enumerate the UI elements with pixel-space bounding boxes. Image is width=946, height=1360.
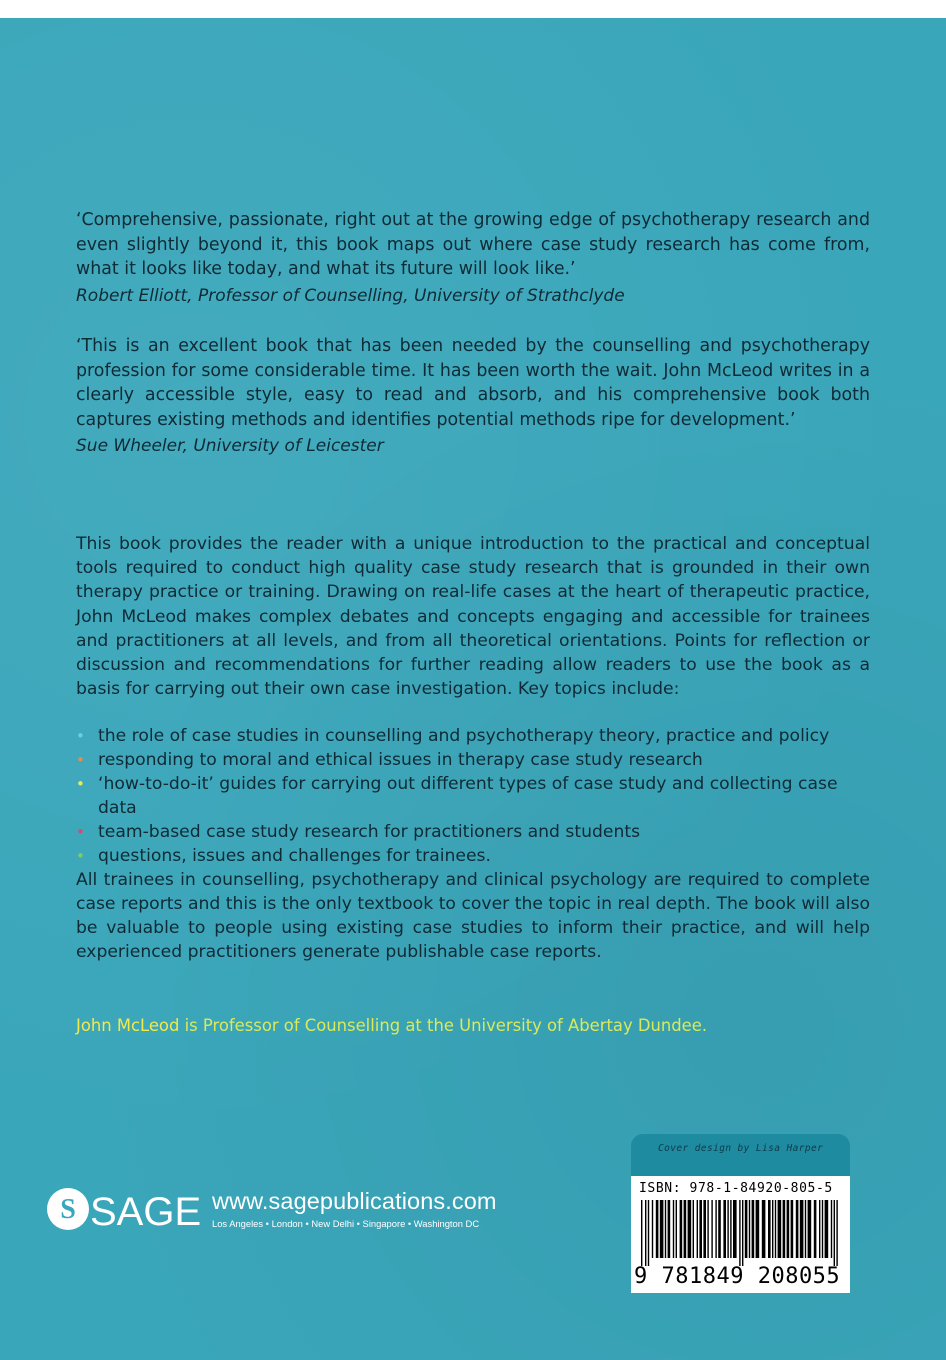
quote-text: ‘Comprehensive, passionate, right out at the growing edge of psychotherapy research and even slightly beyond it, this book maps out where case study research has come from, what it looks like today, and what its future will look like.’ bbox=[76, 210, 870, 279]
isbn-label: ISBN: 978-1-84920-805-5 bbox=[639, 1181, 833, 1196]
publisher-url[interactable]: www.sagepublications.com bbox=[212, 1188, 497, 1214]
topic-text: responding to moral and ethical issues in therapy case study research bbox=[98, 750, 703, 770]
barcode-bar bbox=[715, 1200, 716, 1258]
barcode-bar bbox=[742, 1200, 743, 1266]
barcode-digits: 9 781849 208055 bbox=[634, 1264, 841, 1289]
barcode-bar bbox=[648, 1200, 649, 1266]
topic-text: ‘how-to-do-it’ guides for carrying out different types of case study and collecting case data bbox=[98, 774, 838, 818]
barcode-bar bbox=[762, 1200, 766, 1258]
bullet-icon: • bbox=[76, 727, 85, 745]
barcode-bar bbox=[660, 1200, 664, 1258]
endorsement-quote-2 bbox=[76, 334, 870, 459]
publisher-cities: Los Angeles • London • New Delhi • Singapore • Washington DC bbox=[212, 1218, 480, 1229]
barcode-bar bbox=[791, 1200, 794, 1258]
barcode-bar bbox=[783, 1200, 786, 1258]
barcode-bar bbox=[834, 1200, 835, 1266]
svg-text:S: S bbox=[60, 1194, 76, 1225]
barcode-bar bbox=[693, 1200, 694, 1258]
barcode-bar bbox=[676, 1200, 677, 1258]
barcode-bar bbox=[772, 1200, 773, 1258]
barcode-bar bbox=[688, 1200, 692, 1258]
barcode-bar bbox=[645, 1200, 646, 1266]
quote-attribution: Sue Wheeler, University of Leicester bbox=[76, 436, 384, 456]
author-name: John McLeod bbox=[76, 1016, 180, 1035]
barcode-bar bbox=[805, 1200, 806, 1258]
barcode-bar bbox=[730, 1200, 731, 1258]
barcode-bar bbox=[680, 1200, 683, 1258]
barcode-bar bbox=[814, 1200, 817, 1258]
author-bio bbox=[76, 1014, 876, 1038]
barcode-bar bbox=[707, 1200, 708, 1258]
barcode-bar bbox=[703, 1200, 706, 1258]
barcode-bar bbox=[775, 1200, 776, 1258]
barcode-bar bbox=[656, 1200, 659, 1258]
barcode-bar bbox=[831, 1200, 832, 1258]
bullet-icon: • bbox=[76, 823, 85, 841]
barcode-bar bbox=[749, 1200, 750, 1258]
barcode-bar bbox=[808, 1200, 812, 1258]
topic-text: team-based case study research for practitioners and students bbox=[98, 822, 641, 842]
closing-paragraph: All trainees in counselling, psychotherapy and clinical psychology are required to complete case reports and this is the only textbook to cover the topic in real depth. The book will also be valuable to people using existing case studies to inform their practice, and will help experienced practitioners generate publishable case reports. bbox=[76, 870, 870, 962]
barcode-bar bbox=[800, 1200, 804, 1258]
barcode-bar bbox=[787, 1200, 790, 1258]
barcode-bars bbox=[637, 1200, 843, 1266]
list-item bbox=[76, 820, 876, 844]
bullet-icon: • bbox=[76, 847, 85, 865]
barcode-bar bbox=[733, 1200, 737, 1258]
sage-logo bbox=[46, 1185, 206, 1233]
list-item bbox=[76, 748, 876, 772]
barcode-bar bbox=[745, 1200, 748, 1258]
barcode-bar bbox=[673, 1200, 674, 1258]
key-topics-list bbox=[76, 724, 876, 868]
author-bio-text: is Professor of Counselling at the University of Abertay Dundee. bbox=[179, 1016, 708, 1035]
barcode-bar bbox=[723, 1200, 726, 1258]
barcode-bar bbox=[796, 1200, 799, 1258]
barcode-bar bbox=[822, 1200, 823, 1258]
barcode-bar bbox=[825, 1200, 829, 1258]
sage-logo-text: SAGE bbox=[90, 1190, 202, 1233]
barcode-bar bbox=[727, 1200, 728, 1258]
barcode-bar bbox=[665, 1200, 666, 1258]
list-item bbox=[76, 724, 876, 748]
quote-attribution: Robert Elliott, Professor of Counselling, University of Strathclyde bbox=[76, 285, 625, 306]
barcode-bar bbox=[699, 1200, 702, 1258]
bullet-icon: • bbox=[76, 751, 85, 769]
barcode-bar bbox=[711, 1200, 712, 1258]
topic-text: questions, issues and challenges for trainees. bbox=[98, 846, 491, 866]
design-credit-tab bbox=[631, 1134, 850, 1176]
book-description: This book provides the reader with a unique introduction to the practical and conceptual tools required to conduct high quality case study research that is grounded in their own therapy practice or training. Drawing on real-life cases at the heart of therapeutic practice, John McLeod makes complex debates and concepts engaging and accessible for trainees and practitioners at all levels, and from all theoretical orientations. Points for reflection or discussion and recommendations for further reading allow readers to use the book as a basis for carrying out their own case investigation. Key topics include: bbox=[76, 534, 870, 700]
endorsement-quote-1 bbox=[76, 208, 870, 309]
barcode-bar bbox=[752, 1200, 755, 1258]
barcode-bar bbox=[768, 1200, 771, 1258]
barcode-bar bbox=[641, 1200, 642, 1266]
barcode-bar bbox=[778, 1200, 782, 1258]
topic-text: the role of case studies in counselling and psychotherapy theory, practice and policy bbox=[98, 726, 830, 746]
barcode-bar bbox=[819, 1200, 820, 1258]
back-cover bbox=[0, 18, 946, 1360]
barcode-bar bbox=[718, 1200, 721, 1258]
barcode-bar bbox=[697, 1200, 698, 1258]
bullet-icon: • bbox=[76, 775, 85, 793]
design-credit: Cover design by Lisa Harper bbox=[658, 1143, 824, 1154]
barcode-bar bbox=[668, 1200, 671, 1258]
barcode-bar bbox=[836, 1200, 837, 1266]
barcode-bar bbox=[652, 1200, 653, 1258]
quote-text: ‘This is an excellent book that has been needed by the counselling and psychotherapy profession for some considerable time. It has been worth the wait. John McLeod writes in a clearly accessible style, easy to read and absorb, and his comprehensive book both captures existing methods and identifies potential methods ripe for development.’ bbox=[76, 336, 870, 430]
list-item bbox=[76, 772, 876, 820]
barcode-bar bbox=[739, 1200, 740, 1266]
barcode-bar bbox=[684, 1200, 687, 1258]
barcode-bar bbox=[756, 1200, 760, 1258]
list-item bbox=[76, 844, 876, 868]
